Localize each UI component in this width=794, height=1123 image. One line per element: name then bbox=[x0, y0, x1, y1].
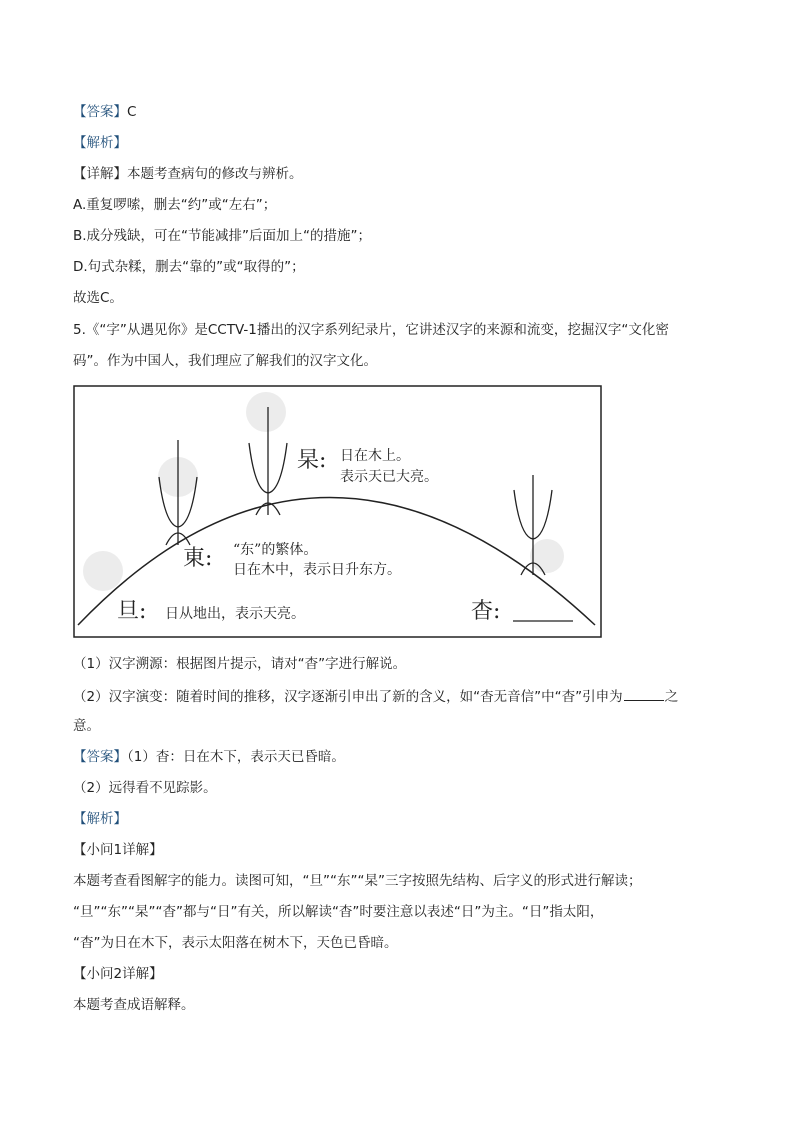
detail-tag: 【详解】 bbox=[73, 166, 127, 182]
q5-sub1: （1）汉字溯源：根据图片提示，请对“杳”字进行解说。 bbox=[73, 656, 407, 672]
figure-border bbox=[74, 386, 601, 637]
q4-answer-line bbox=[73, 103, 136, 121]
character-figure bbox=[73, 385, 603, 640]
dong-line1: “东”的繁体。 bbox=[233, 542, 318, 558]
q5-answer-tag: 【答案】 bbox=[73, 749, 127, 765]
q4-option-d: D.句式杂糅，删去“靠的”或“取得的”； bbox=[73, 259, 305, 275]
q4-conclusion: 故选C。 bbox=[73, 290, 123, 306]
q5-answer1: （1）杳：日在木下，表示天已昏暗。 bbox=[127, 749, 345, 765]
sun-rising bbox=[83, 551, 123, 591]
gao-char: 杲: bbox=[297, 448, 327, 473]
q5-stem-line1: 5.《“字”从遇见你》是CCTV-1播出的汉字系列纪录片，它讲述汉字的来源和流变，挖掘汉字“文化密 bbox=[73, 322, 669, 338]
q5-small2-tag: 【小问2详解】 bbox=[73, 966, 163, 982]
q5-small1-tag: 【小问1详解】 bbox=[73, 842, 163, 858]
sun-setting bbox=[530, 539, 564, 573]
q5-analysis-tag: 【解析】 bbox=[73, 811, 127, 827]
q4-analysis-tag: 【解析】 bbox=[73, 135, 127, 151]
detail-text: 本题考查病句的修改与辨析。 bbox=[127, 166, 303, 182]
tree-left bbox=[159, 440, 197, 545]
yao-char: 杳: bbox=[471, 599, 501, 624]
q5-stem-line2: 码”。作为中国人，我们理应了解我们的汉字文化。 bbox=[73, 353, 377, 369]
sub2-end: 之 bbox=[664, 689, 679, 705]
q4-option-a: A.重复啰嗦，删去“约”或“左右”； bbox=[73, 197, 277, 213]
q5-small1-line1: 本题考查看图解字的能力。读图可知，“旦”“东”“杲”三字按照先结构、后字义的形式进行解读； bbox=[73, 873, 642, 889]
dan-line1: 日从地出，表示天亮。 bbox=[165, 606, 305, 622]
q5-small1-line2: “旦”“东”“杲”“杳”都与“日”有关，所以解读“杳”时要注意以表述“日”为主。“日”指太阳， bbox=[73, 904, 604, 920]
dong-char: 東: bbox=[183, 546, 213, 571]
dong-line2: 日在木中，表示日升东方。 bbox=[233, 562, 401, 578]
q5-sub2-line2: 意。 bbox=[73, 718, 100, 734]
gao-line1: 日在木上。 bbox=[340, 448, 410, 464]
gao-line2: 表示天已大亮。 bbox=[340, 469, 438, 485]
q5-small2-line1: 本题考查成语解释。 bbox=[73, 997, 195, 1013]
sun-top bbox=[246, 392, 286, 432]
sub2-text: （2）汉字演变：随着时间的推移，汉字逐渐引申出了新的含义，如“杳无音信”中“杳”引申为 bbox=[73, 689, 623, 705]
sub2-answer-blank bbox=[624, 686, 664, 701]
answer-value: C bbox=[127, 104, 137, 120]
answer-tag: 【答案】 bbox=[73, 104, 127, 120]
q5-sub2 bbox=[73, 686, 678, 706]
q5-answer2: （2）远得看不见踪影。 bbox=[73, 780, 217, 796]
dan-char: 旦: bbox=[117, 599, 147, 624]
q4-option-b: B.成分残缺，可在“节能减排”后面加上“的措施”； bbox=[73, 228, 372, 244]
q5-small1-line3: “杳”为日在木下，表示太阳落在树木下，天色已昏暗。 bbox=[73, 935, 398, 951]
q4-detail-line bbox=[73, 165, 303, 183]
q5-answer-line1 bbox=[73, 748, 345, 766]
